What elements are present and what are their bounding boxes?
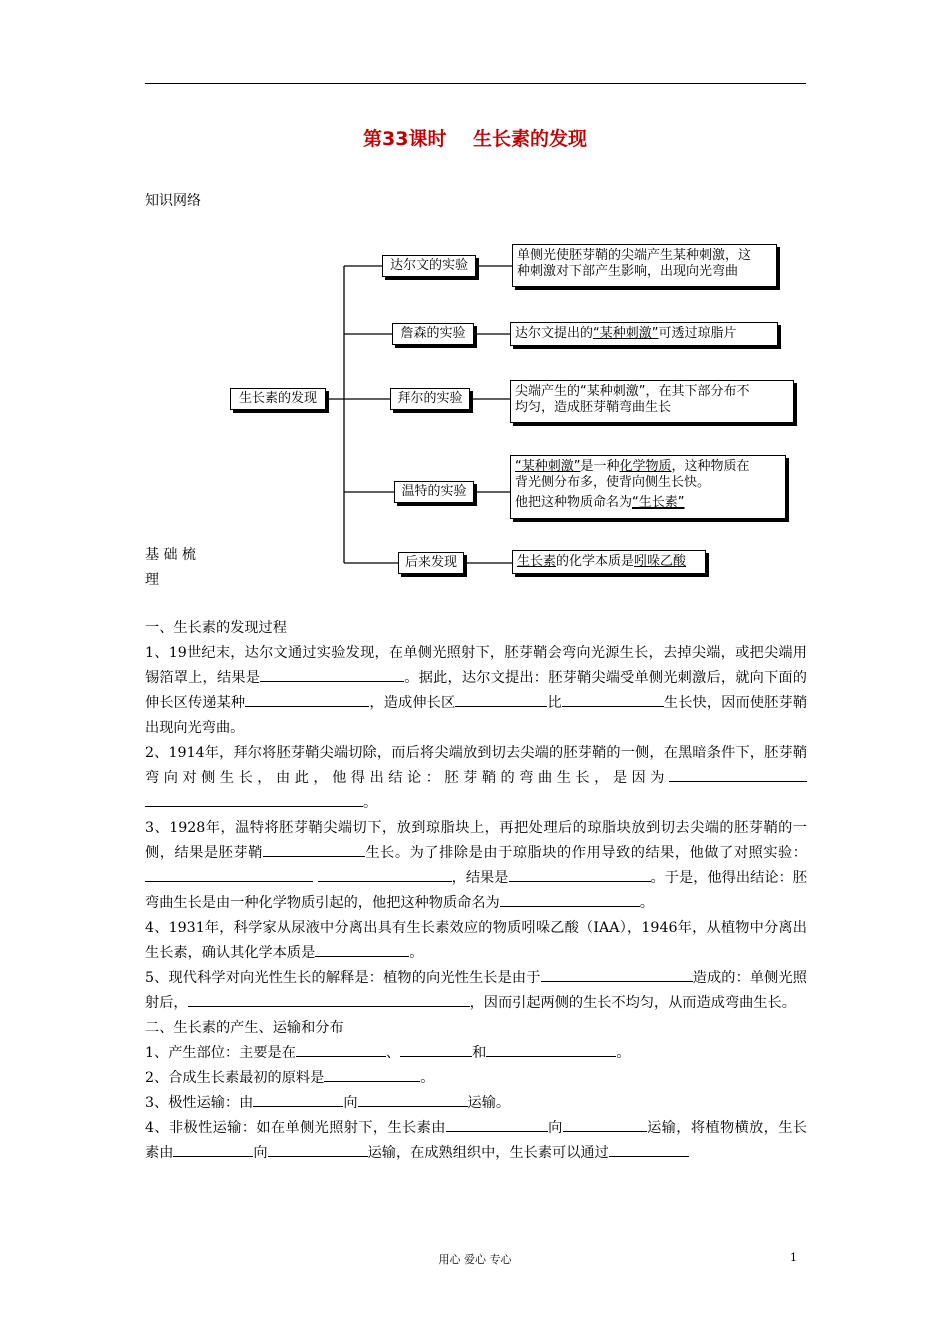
s2q4-text-e: 运输，在成熟组织中，生长素可以通过 [367,1145,609,1161]
answer-blank[interactable] [296,1042,386,1057]
question-2 [145,741,807,816]
question-4 [145,916,807,966]
s2-question-1 [145,1041,807,1066]
basic-review-line-1: 基 础 梳 [145,547,196,563]
answer-blank[interactable] [253,1092,343,1107]
concept-map-lines [0,0,950,600]
question-1 [145,641,807,741]
answer-blank[interactable] [500,892,556,907]
went-text-3: 他把这种物质命名为 [515,495,633,510]
answer-blank[interactable] [632,692,664,707]
experiment-jensen: 詹森的实验 [392,323,474,345]
went-text-1: 是一种 [580,459,620,474]
question-3 [145,816,807,916]
s2q4-text-d: 向 [253,1145,268,1161]
answer-blank[interactable] [541,967,693,982]
footer-motto: 用心 爱心 专心 [438,1253,512,1266]
s2q3-text-a: 3、极性运输：由 [145,1095,254,1111]
q3-text-e: 。 [639,895,654,911]
paal-line-1: 尖端产生的“某种刺激”，在其下部分布不 [515,384,750,399]
went-line-1 [515,459,781,475]
s2q4-text-a: 4、非极性运输：如在单侧光照射下，生长素由 [145,1120,446,1136]
q4-text-b: 。 [409,945,424,961]
q3-text-b: 生长。为了排除是由于琼脂块的作用导致的结果，他做了对照实验： [364,845,807,861]
s2q2-text-b: 。 [420,1070,435,1086]
later-discovery [512,550,706,574]
answer-blank[interactable] [324,1067,420,1082]
s2q3-text-b: 向 [343,1095,358,1111]
answer-blank[interactable] [455,692,547,707]
basic-review-line-2: 理 [145,572,159,588]
page-number: 1 [790,1251,797,1264]
darwin-line-2: 种刺激对下部产生影响，出现向光弯曲 [517,264,739,279]
basic-review-label [145,543,196,593]
s2-question-4 [145,1116,807,1166]
q2-text-b: 。 [363,795,378,811]
knowledge-network-label: 知识网络 [145,193,201,209]
answer-blank[interactable] [245,692,369,707]
q5-text-a: 5、现代科学对向光性生长的解释是：植物的向光性生长是由于 [145,970,541,986]
s2q1-text-d: 。 [616,1045,631,1061]
darwin-conclusion [512,244,777,287]
section2-heading: 二、生长素的产生、运输和分布 [145,1020,344,1036]
paal-conclusion [510,380,794,423]
question-5 [145,966,807,1016]
jensen-conclusion [510,322,778,346]
jensen-text-b: 可透过琼脂片 [658,326,737,341]
page-title: 第33课时 生长素的发现 [363,128,587,150]
answer-blank[interactable] [446,1117,548,1132]
answer-blank[interactable] [627,867,651,882]
went-term-3: “生长素” [632,495,685,510]
answer-blank[interactable] [188,992,470,1007]
s2q1-text-a: 1、产生部位：主要是在 [145,1045,296,1061]
answer-blank[interactable] [268,1142,368,1157]
s2q3-text-c: 运输。 [467,1095,511,1111]
s2q1-text-c: 和 [472,1045,487,1061]
q5-text-c: ，因而引起两侧的生长不均匀，从而造成弯曲生长。 [469,995,796,1011]
q4-text-a: 4、1931年，科学家从尿液中分离出具有生长素效应的物质吲哚乙酸（IAA），1946年，从植物中分离出生长素，确认其化学本质是 [145,920,807,961]
s2q4-text-c: 运输，将植物横放，生长素由 [145,1120,807,1161]
main-content [145,616,807,1166]
s2q2-text-a: 2、合成生长素最初的原料是 [145,1070,325,1086]
paal-line-2: 均匀，造成胚芽鞘弯曲生长 [515,400,672,415]
went-term-1: “某种刺激” [515,459,581,474]
q1-text-e: 生长快，因而使胚芽鞘出现向光弯曲。 [145,695,807,736]
q3-text-a: 3、1928年，温特将胚芽鞘尖端切下，放到琼脂块上，再把处理后的琼脂块放到切去尖端的胚芽鞘的一侧，结果是胚芽鞘 [145,820,807,861]
went-line-2: 背光侧分布多，使背向侧生长快。 [515,475,711,490]
went-term-2: 化学物质 [619,459,672,474]
later-text: 的化学本质是 [556,554,635,569]
experiment-later: 后来发现 [398,552,464,574]
answer-blank[interactable] [563,1117,647,1132]
q1-text-b: 。据此，达尔文提出：胚芽鞘尖端受单侧光刺激后，就向下面的伸长区传递某种 [145,670,807,711]
q1-text-a: 1、19世纪末，达尔文通过实验发现，在单侧光照射下，胚芽鞘会弯向光源生长，去掉尖端，或把尖端用锡箔罩上，结果是 [145,645,807,686]
later-term-2: 吲哚乙酸 [634,554,687,569]
answer-blank[interactable] [318,867,452,882]
q3-text-c: ，结果是 [451,870,509,886]
s2-question-2 [145,1066,807,1091]
answer-blank[interactable] [145,867,313,882]
s2-question-3 [145,1091,807,1116]
answer-blank[interactable] [358,1092,468,1107]
section1-heading: 一、生长素的发现过程 [145,620,287,636]
jensen-text-a: 达尔文提出的 [515,326,594,341]
answer-blank[interactable] [509,867,627,882]
q1-text-c: ，造成伸长区 [369,695,456,711]
jensen-term: “某种刺激” [593,326,659,341]
answer-blank[interactable] [173,1142,253,1157]
answer-blank[interactable] [486,1042,616,1057]
went-line-3 [515,495,781,511]
s2q1-text-b: 、 [385,1045,401,1061]
answer-blank[interactable] [400,1042,472,1057]
answer-blank[interactable] [145,792,363,807]
later-term-1: 生长素 [517,554,557,569]
root-node: 生长素的发现 [230,388,326,410]
experiment-darwin: 达尔文的实验 [382,255,476,277]
answer-blank[interactable] [556,892,640,907]
experiment-went: 温特的实验 [394,481,474,503]
q5-text-b: 造成的：单侧光照射后， [145,970,807,1011]
darwin-line-1: 单侧光使胚芽鞘的尖端产生某种刺激，这 [517,248,752,263]
s2q4-text-b: 向 [547,1120,563,1136]
experiment-paal: 拜尔的实验 [390,388,470,410]
answer-blank[interactable] [315,942,409,957]
q3-text-d: 。于是，他得出结论：胚弯曲生长是由一种化学物质引起的，他把这种物质命名为 [145,870,807,911]
q1-text-d: 比 [547,695,562,711]
answer-blank[interactable] [669,767,807,782]
answer-blank[interactable] [609,1142,689,1157]
answer-blank[interactable] [562,692,632,707]
went-text-2: ，这种物质在 [671,459,750,474]
went-conclusion [510,455,786,519]
answer-blank[interactable] [260,667,404,682]
answer-blank[interactable] [263,842,365,857]
q2-text-a: 2、1914年，拜尔将胚芽鞘尖端切除，而后将尖端放到切去尖端的胚芽鞘的一侧，在黑暗条件下，胚芽鞘弯向对侧生长，由此，他得出结论：胚芽鞘的弯曲生长，是因为 [145,745,807,786]
